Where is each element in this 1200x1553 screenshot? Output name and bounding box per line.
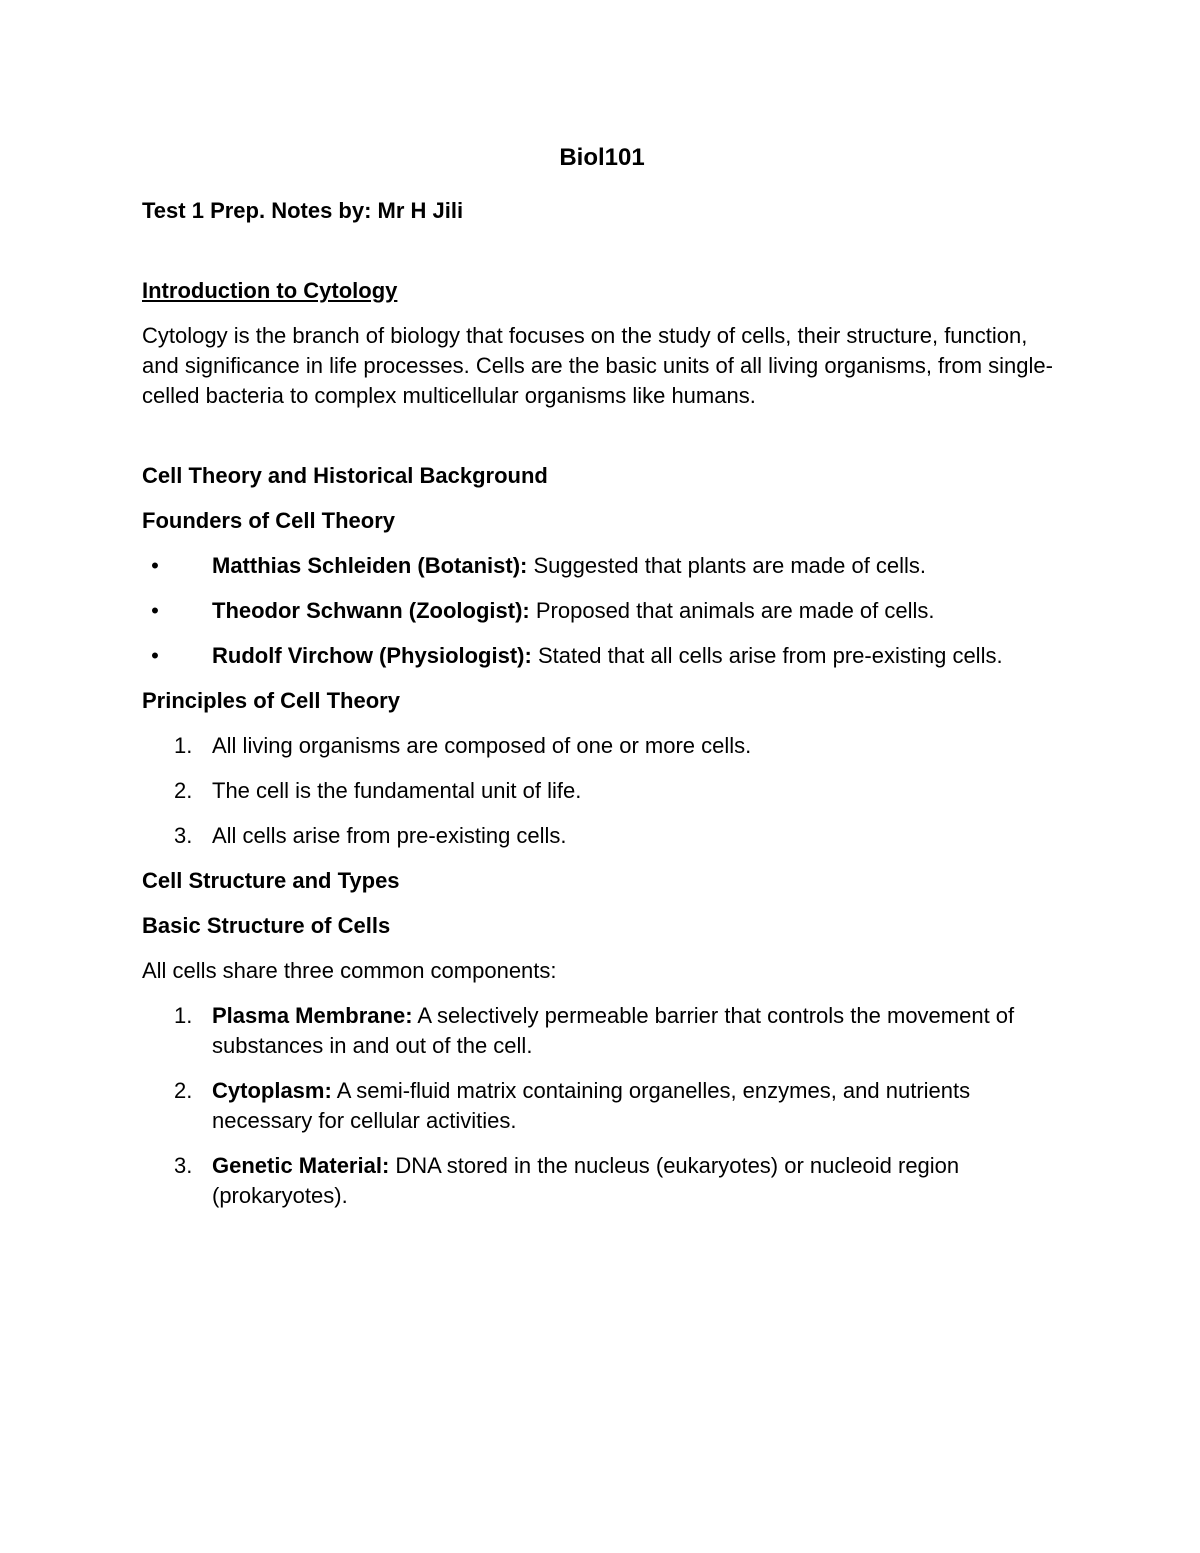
list-item <box>142 821 1062 851</box>
intro-heading: Introduction to Cytology <box>142 278 398 303</box>
cell-structure-heading: Cell Structure and Types <box>142 868 400 893</box>
component-text: A selectively permeable barrier that controls the movement of substances in and out of the cell. <box>212 1003 1015 1058</box>
list-item <box>142 1076 1062 1136</box>
bullet-icon: • <box>151 643 159 668</box>
basic-structure-heading: Basic Structure of Cells <box>142 913 391 938</box>
component-term: Cytoplasm: <box>212 1078 332 1103</box>
list-number: 1. <box>174 1003 193 1028</box>
component-text: A semi-fluid matrix containing organelles, enzymes, and nutrients necessary for cellular activities. <box>212 1078 971 1133</box>
principles-heading: Principles of Cell Theory <box>142 688 400 713</box>
components-intro: All cells share three common components: <box>142 958 557 983</box>
component-term: Genetic Material: <box>212 1153 390 1178</box>
document-body <box>142 140 1062 1226</box>
founder-term: Rudolf Virchow (Physiologist): <box>212 643 532 668</box>
bullet-icon: • <box>151 598 159 623</box>
components-list <box>142 1001 1062 1211</box>
author-line: Test 1 Prep. Notes by: Mr H Jili <box>142 198 464 223</box>
founder-text: Suggested that plants are made of cells. <box>527 553 927 578</box>
list-item <box>142 731 1062 761</box>
bullet-icon: • <box>151 553 159 578</box>
founders-list <box>142 551 1062 671</box>
list-item <box>142 776 1062 806</box>
principles-list <box>142 731 1062 851</box>
founder-term: Theodor Schwann (Zoologist): <box>212 598 530 623</box>
list-item <box>142 641 1062 671</box>
list-number: 2. <box>174 778 193 803</box>
list-number: 2. <box>174 1078 193 1103</box>
course-title: Biol101 <box>559 144 645 171</box>
list-item <box>142 1001 1062 1061</box>
list-number: 1. <box>174 733 193 758</box>
founder-text: Proposed that animals are made of cells. <box>529 598 935 623</box>
list-item <box>142 1151 1062 1211</box>
principle-text: All living organisms are composed of one or more cells. <box>212 733 752 758</box>
founder-term: Matthias Schleiden (Botanist): <box>212 553 528 578</box>
list-item <box>142 551 1062 581</box>
component-term: Plasma Membrane: <box>212 1003 413 1028</box>
list-item <box>142 596 1062 626</box>
list-number: 3. <box>174 823 193 848</box>
founder-text: Stated that all cells arise from pre-existing cells. <box>531 643 1003 668</box>
principle-text: The cell is the fundamental unit of life. <box>212 778 582 803</box>
principle-text: All cells arise from pre-existing cells. <box>212 823 567 848</box>
list-number: 3. <box>174 1153 193 1178</box>
intro-paragraph: Cytology is the branch of biology that focuses on the study of cells, their structure, function, and significance in life processes. Cells are the basic units of all living organisms, from single-celled bacteria to complex multicellular organisms like humans. <box>142 323 1053 408</box>
founders-heading: Founders of Cell Theory <box>142 508 396 533</box>
component-text: DNA stored in the nucleus (eukaryotes) or nucleoid region (prokaryotes). <box>212 1153 960 1208</box>
cell-theory-heading: Cell Theory and Historical Background <box>142 463 548 488</box>
